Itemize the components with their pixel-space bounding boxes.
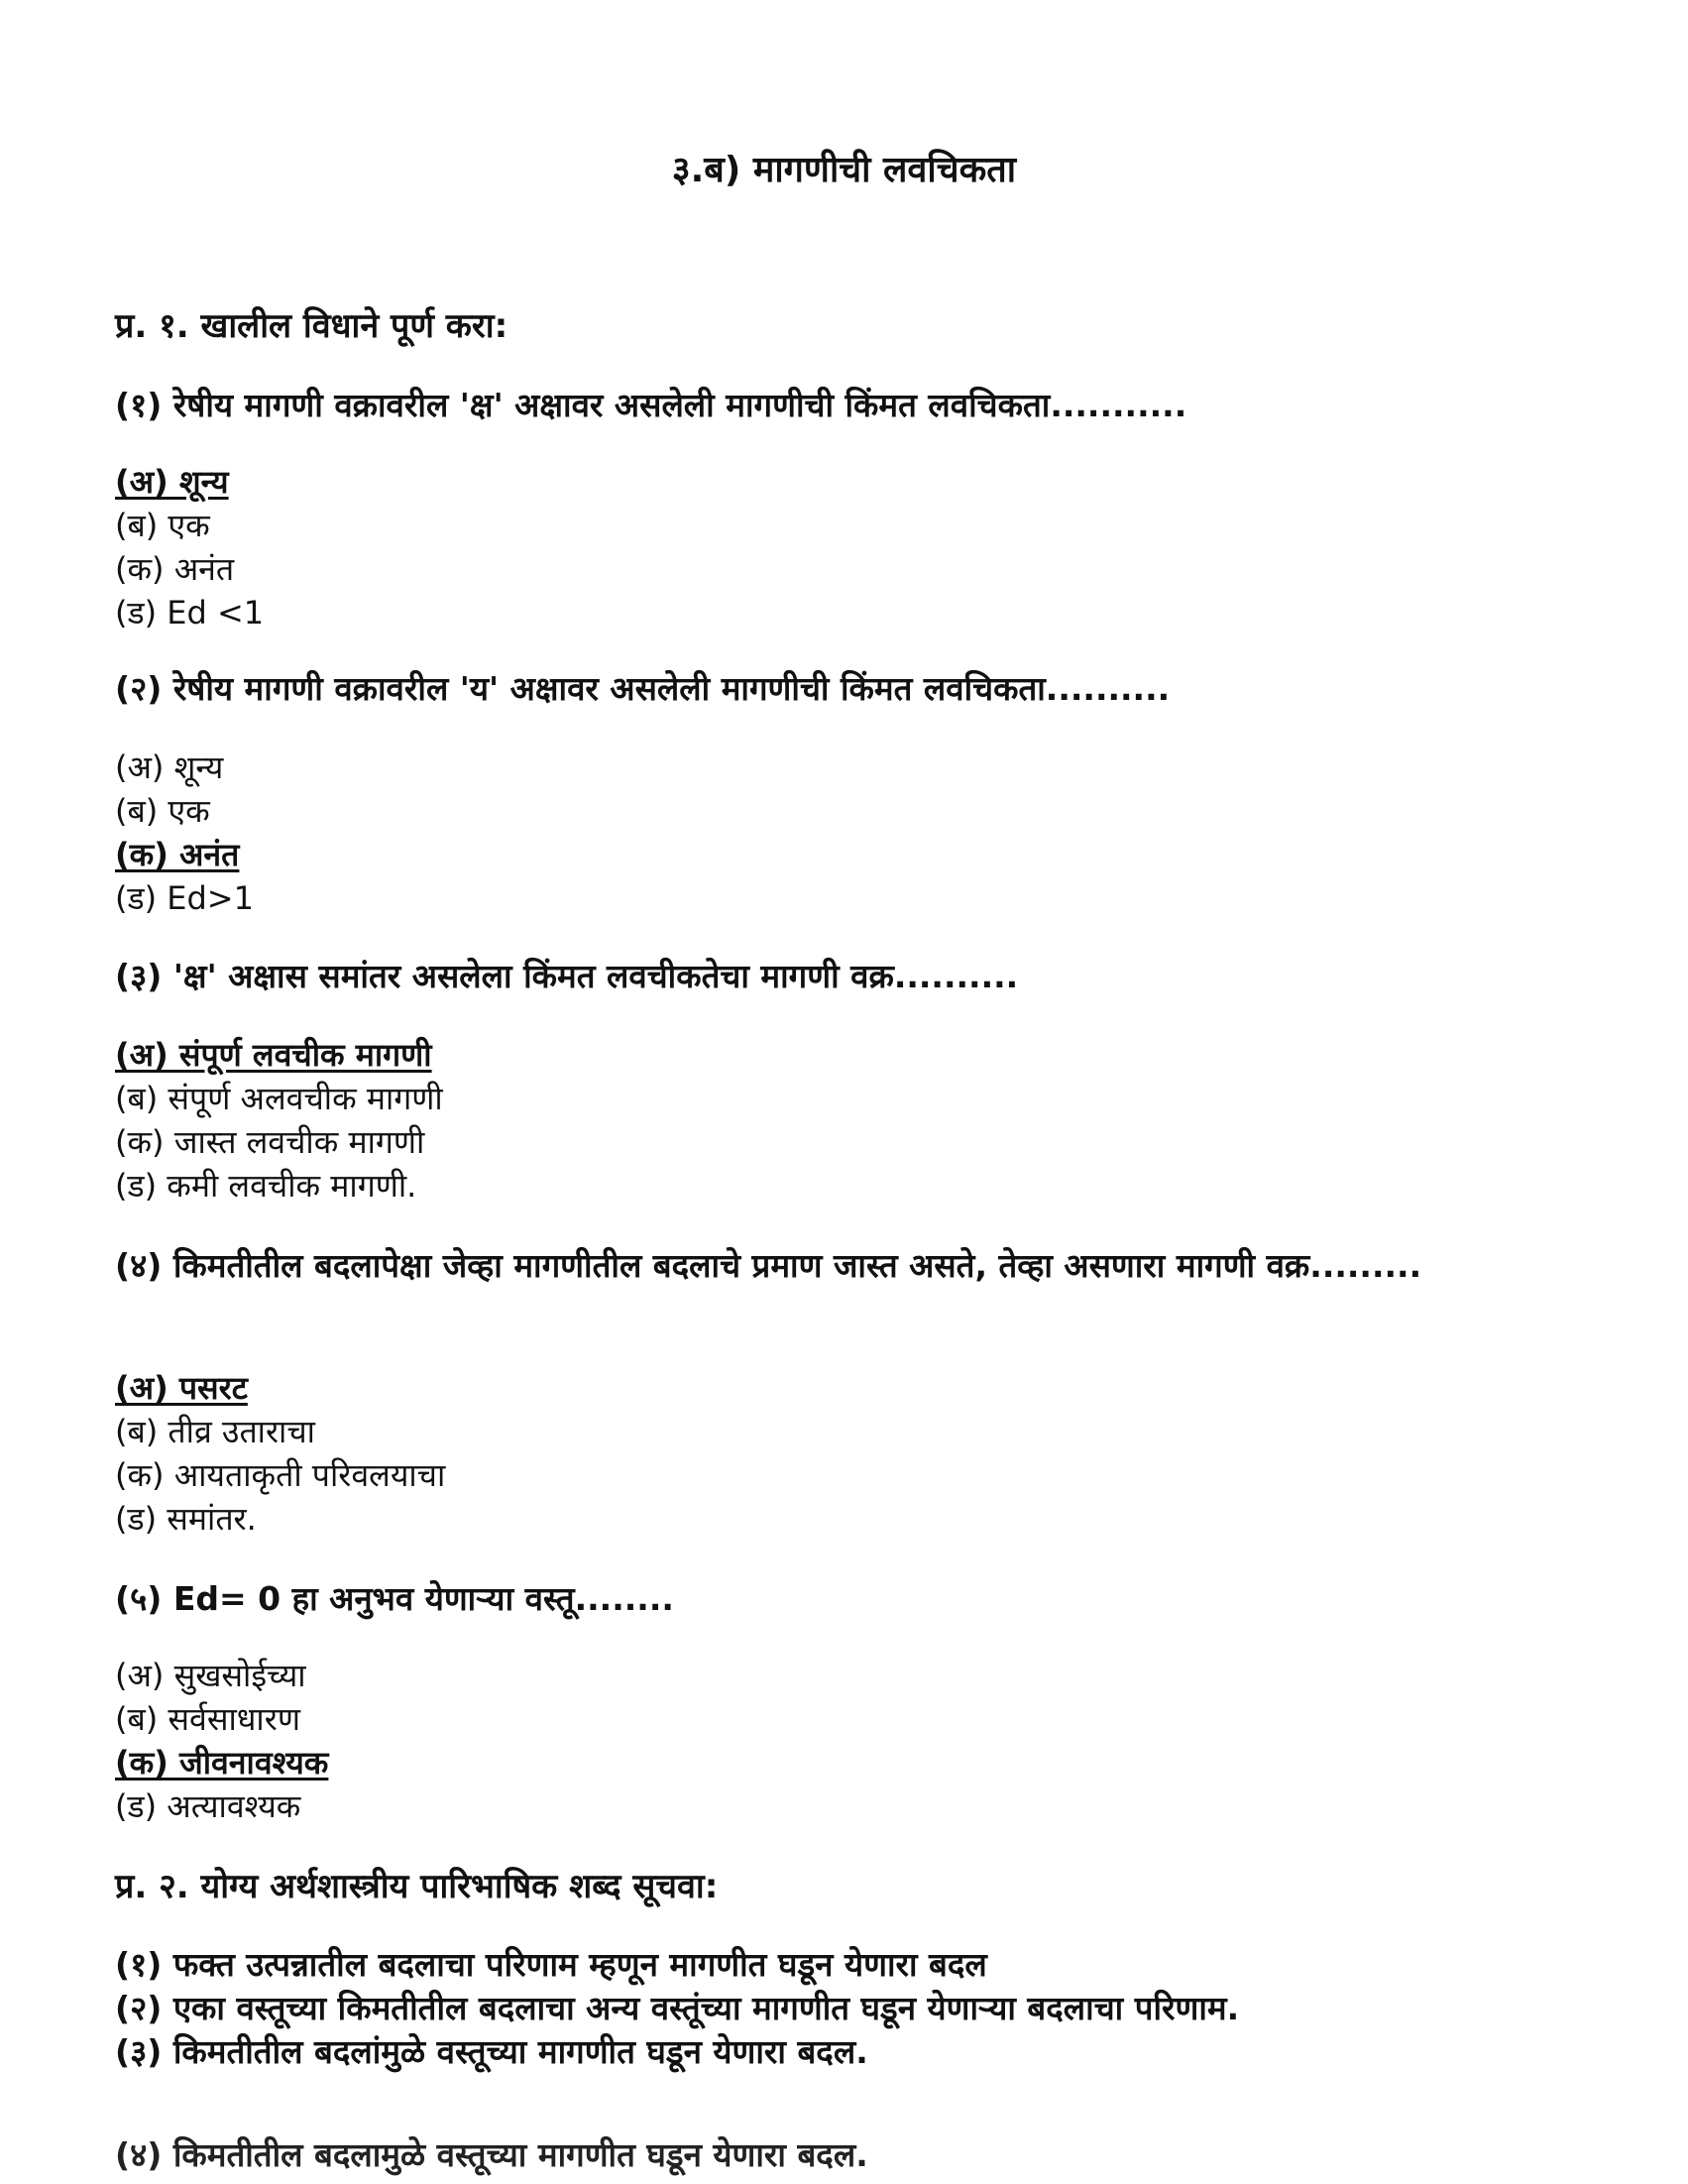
option-3a: (अ) संपूर्ण लवचीक मागणी bbox=[115, 1036, 432, 1074]
option-3d: (ड) कमी लवचीक मागणी. bbox=[115, 1167, 417, 1205]
option-1a: (अ) शून्य bbox=[115, 463, 229, 501]
question-1: (१) रेषीय मागणी वक्रावरील 'क्ष' अक्षावर असलेली मागणीची किंमत लवचिकता........... bbox=[115, 386, 1187, 424]
question-4-options bbox=[115, 1366, 445, 1541]
option-3c: (क) जास्त लवचीक मागणी bbox=[115, 1123, 425, 1161]
question-1-options bbox=[115, 460, 264, 634]
term-item-2: (२) एका वस्तूच्या किमतीतील बदलाचा अन्य वस्तूंच्या मागणीत घडून येणाऱ्या बदलाचा परिणाम. bbox=[115, 1989, 1240, 2027]
question-5: (५) Ed= 0 हा अनुभव येणाऱ्या वस्तू........ bbox=[115, 1579, 674, 1618]
term-item-4-cutoff bbox=[115, 2135, 868, 2184]
term-item-3: (३) किमतीतील बदलांमुळे वस्तूच्या मागणीत घडून येणारा बदल. bbox=[115, 2032, 868, 2071]
option-3b: (ब) संपूर्ण अलवचीक मागणी bbox=[115, 1080, 443, 1117]
option-5c: (क) जीवनावश्यक bbox=[115, 1744, 329, 1782]
term-item-4: (४) किमतीतील बदलामुळे वस्तूच्या मागणीत घडून येणारा बदल. bbox=[115, 2135, 868, 2174]
option-4a: (अ) पसरट bbox=[115, 1369, 248, 1407]
option-4d: (ड) समांतर. bbox=[115, 1500, 257, 1538]
question-2-options bbox=[115, 746, 254, 920]
question-2: (२) रेषीय मागणी वक्रावरील 'य' अक्षावर असलेली मागणीची किंमत लवचिकता.......... bbox=[115, 669, 1171, 708]
option-4b: (ब) तीव्र उताराचा bbox=[115, 1413, 315, 1450]
section-2-heading: प्र. २. योग्य अर्थशास्त्रीय पारिभाषिक शब्द सूचवा: bbox=[115, 1867, 719, 1906]
option-5a: (अ) सुखसोईच्या bbox=[115, 1657, 306, 1694]
option-2c: (क) अनंत bbox=[115, 836, 240, 873]
question-5-options bbox=[115, 1654, 328, 1828]
option-1c: (क) अनंत bbox=[115, 550, 235, 588]
option-2d: (ड) Ed>1 bbox=[115, 879, 254, 917]
option-1d: (ड) Ed <1 bbox=[115, 594, 265, 632]
page-title: ३.ब) मागणीची लवचिकता bbox=[671, 150, 1017, 190]
question-3: (३) 'क्ष' अक्षास समांतर असलेला किंमत लवचीकतेचा मागणी वक्र.......... bbox=[115, 957, 1019, 995]
option-4c: (क) आयताकृती परिवलयाचा bbox=[115, 1456, 446, 1494]
option-1b: (ब) एक bbox=[115, 507, 210, 544]
section-2-items bbox=[115, 1943, 1239, 2074]
option-2a: (अ) शून्य bbox=[115, 748, 224, 786]
question-4: (४) किमतीतील बदलापेक्षा जेव्हा मागणीतील बदलाचे प्रमाण जास्त असते, तेव्हा असणारा मागणी वक्र......... bbox=[115, 1246, 1422, 1285]
section-1-heading: प्र. १. खालील विधाने पूर्ण करा: bbox=[115, 306, 508, 346]
term-item-1: (१) फक्त उत्पन्नातील बदलाचा परिणाम म्हणून मागणीत घडून येणारा बदल bbox=[115, 1945, 987, 1984]
question-3-options bbox=[115, 1033, 443, 1207]
option-2b: (ब) एक bbox=[115, 792, 210, 830]
option-5b: (ब) सर्वसाधारण bbox=[115, 1700, 300, 1738]
option-5d: (ड) अत्यावश्यक bbox=[115, 1787, 301, 1825]
